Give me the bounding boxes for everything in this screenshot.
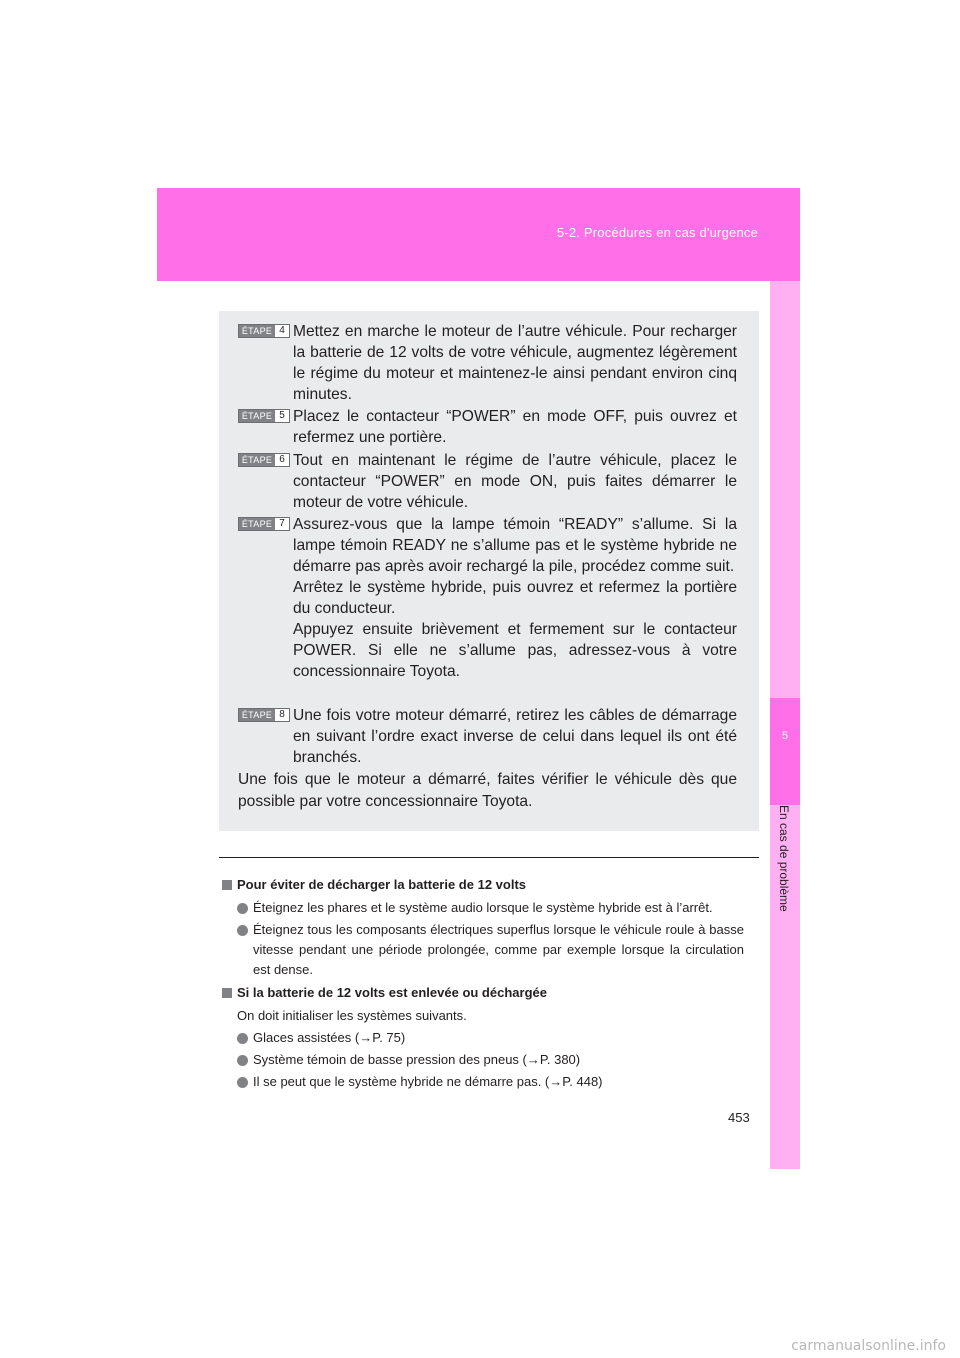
step-8 xyxy=(238,705,737,768)
circle-bullet-icon xyxy=(237,925,248,936)
procedure-box xyxy=(219,311,759,831)
step-badge xyxy=(238,453,290,467)
step-badge xyxy=(238,517,290,531)
step-5 xyxy=(238,406,737,448)
step-badge-number: 4 xyxy=(279,325,285,336)
chapter-tab[interactable] xyxy=(770,698,800,805)
header-band xyxy=(157,188,800,281)
step-badge-word: ÉTAPE xyxy=(239,709,275,721)
step-badge-word: ÉTAPE xyxy=(239,454,275,466)
list-item xyxy=(222,898,744,918)
step-text: Une fois votre moteur démarré, retirez les câbles de démarrage en suivant l’ordre exact inverse de celui dans lequel ils ont été branchés. xyxy=(293,707,737,766)
step-7 xyxy=(238,514,737,682)
step-badge-number: 7 xyxy=(279,518,285,529)
divider xyxy=(219,857,759,858)
notes-section xyxy=(222,876,744,1094)
circle-bullet-icon xyxy=(237,903,248,914)
circle-bullet-icon xyxy=(237,1055,248,1066)
step-badge-number: 5 xyxy=(279,410,285,421)
chapter-number: 5 xyxy=(781,730,789,742)
square-bullet-icon xyxy=(222,988,232,998)
section-title: 5-2. Procédures en cas d'urgence xyxy=(556,225,758,240)
step-badge-word: ÉTAPE xyxy=(239,325,275,337)
list-item-text: Éteignez les phares et le système audio lorsque le système hybride est à l’arrêt. xyxy=(253,900,713,915)
note-heading-text: Pour éviter de décharger la batterie de 12 volts xyxy=(237,877,527,892)
step-text-extra: Appuyez ensuite brièvement et fermement sur le contacteur POWER. Si elle ne s’allume pas, adressez-vous à votre concessionnaire Toyota. xyxy=(293,621,737,680)
watermark: carmanualsonline.info xyxy=(791,1338,946,1354)
step-text: Tout en maintenant le régime de l’autre véhicule, placez le contacteur “POWER” en mode ON, puis faites démarrer le moteur de votre véhicule. xyxy=(293,452,737,511)
chapter-label xyxy=(770,805,800,965)
step-4 xyxy=(238,321,737,405)
list-item-text: Glaces assistées (→P. 75) xyxy=(253,1030,406,1045)
circle-bullet-icon xyxy=(237,1033,248,1044)
page-number: 453 xyxy=(728,1110,750,1125)
list-item-text: Éteignez tous les composants électriques superflus lorsque le véhicule roule à basse vitesse pendant une période prolongée, comme par exemple lorsque la circulation est dense. xyxy=(253,922,744,977)
list-item xyxy=(222,1072,744,1092)
note-intro: On doit initialiser les systèmes suivants. xyxy=(237,1008,467,1023)
note-heading xyxy=(222,984,744,1002)
list-item-text: Système témoin de basse pression des pneus (→P. 380) xyxy=(253,1052,581,1067)
step-6 xyxy=(238,450,737,513)
step-text: Mettez en marche le moteur de l’autre véhicule. Pour recharger la batterie de 12 volts de votre véhicule, augmentez légèrement le régime du moteur et maintenez-le ainsi pendant environ cinq minutes. xyxy=(293,323,737,403)
step-text: Placez le contacteur “POWER” en mode OFF, puis ouvrez et refermez une portière. xyxy=(293,408,737,446)
step-badge-number: 8 xyxy=(279,709,285,720)
step-text-extra: Arrêtez le système hybride, puis ouvrez et refermez la portière du conducteur. xyxy=(293,579,737,617)
note-heading xyxy=(222,876,744,894)
closing-paragraph: Une fois que le moteur a démarré, faites vérifier le véhicule dès que possible par votre concessionnaire Toyota. xyxy=(238,771,737,810)
step-badge xyxy=(238,708,290,722)
step-badge xyxy=(238,324,290,338)
step-badge-number: 6 xyxy=(279,454,285,465)
chapter-label-text: En cas de problème xyxy=(777,805,791,912)
square-bullet-icon xyxy=(222,880,232,890)
note-heading-text: Si la batterie de 12 volts est enlevée ou déchargée xyxy=(237,985,547,1000)
circle-bullet-icon xyxy=(237,1077,248,1088)
list-item xyxy=(222,920,744,980)
list-item xyxy=(222,1028,744,1048)
step-text: Assurez-vous que la lampe témoin “READY” s’allume. Si la lampe témoin READY ne s’allume pas et le système hybride ne démarre pas après avoir rechargé la pile, procédez comme suit. xyxy=(293,516,737,575)
list-item xyxy=(222,1050,744,1070)
step-badge-word: ÉTAPE xyxy=(239,410,275,422)
list-item-text: Il se peut que le système hybride ne démarre pas. (→P. 448) xyxy=(253,1074,603,1089)
step-badge-word: ÉTAPE xyxy=(239,518,275,530)
step-badge xyxy=(238,409,290,423)
